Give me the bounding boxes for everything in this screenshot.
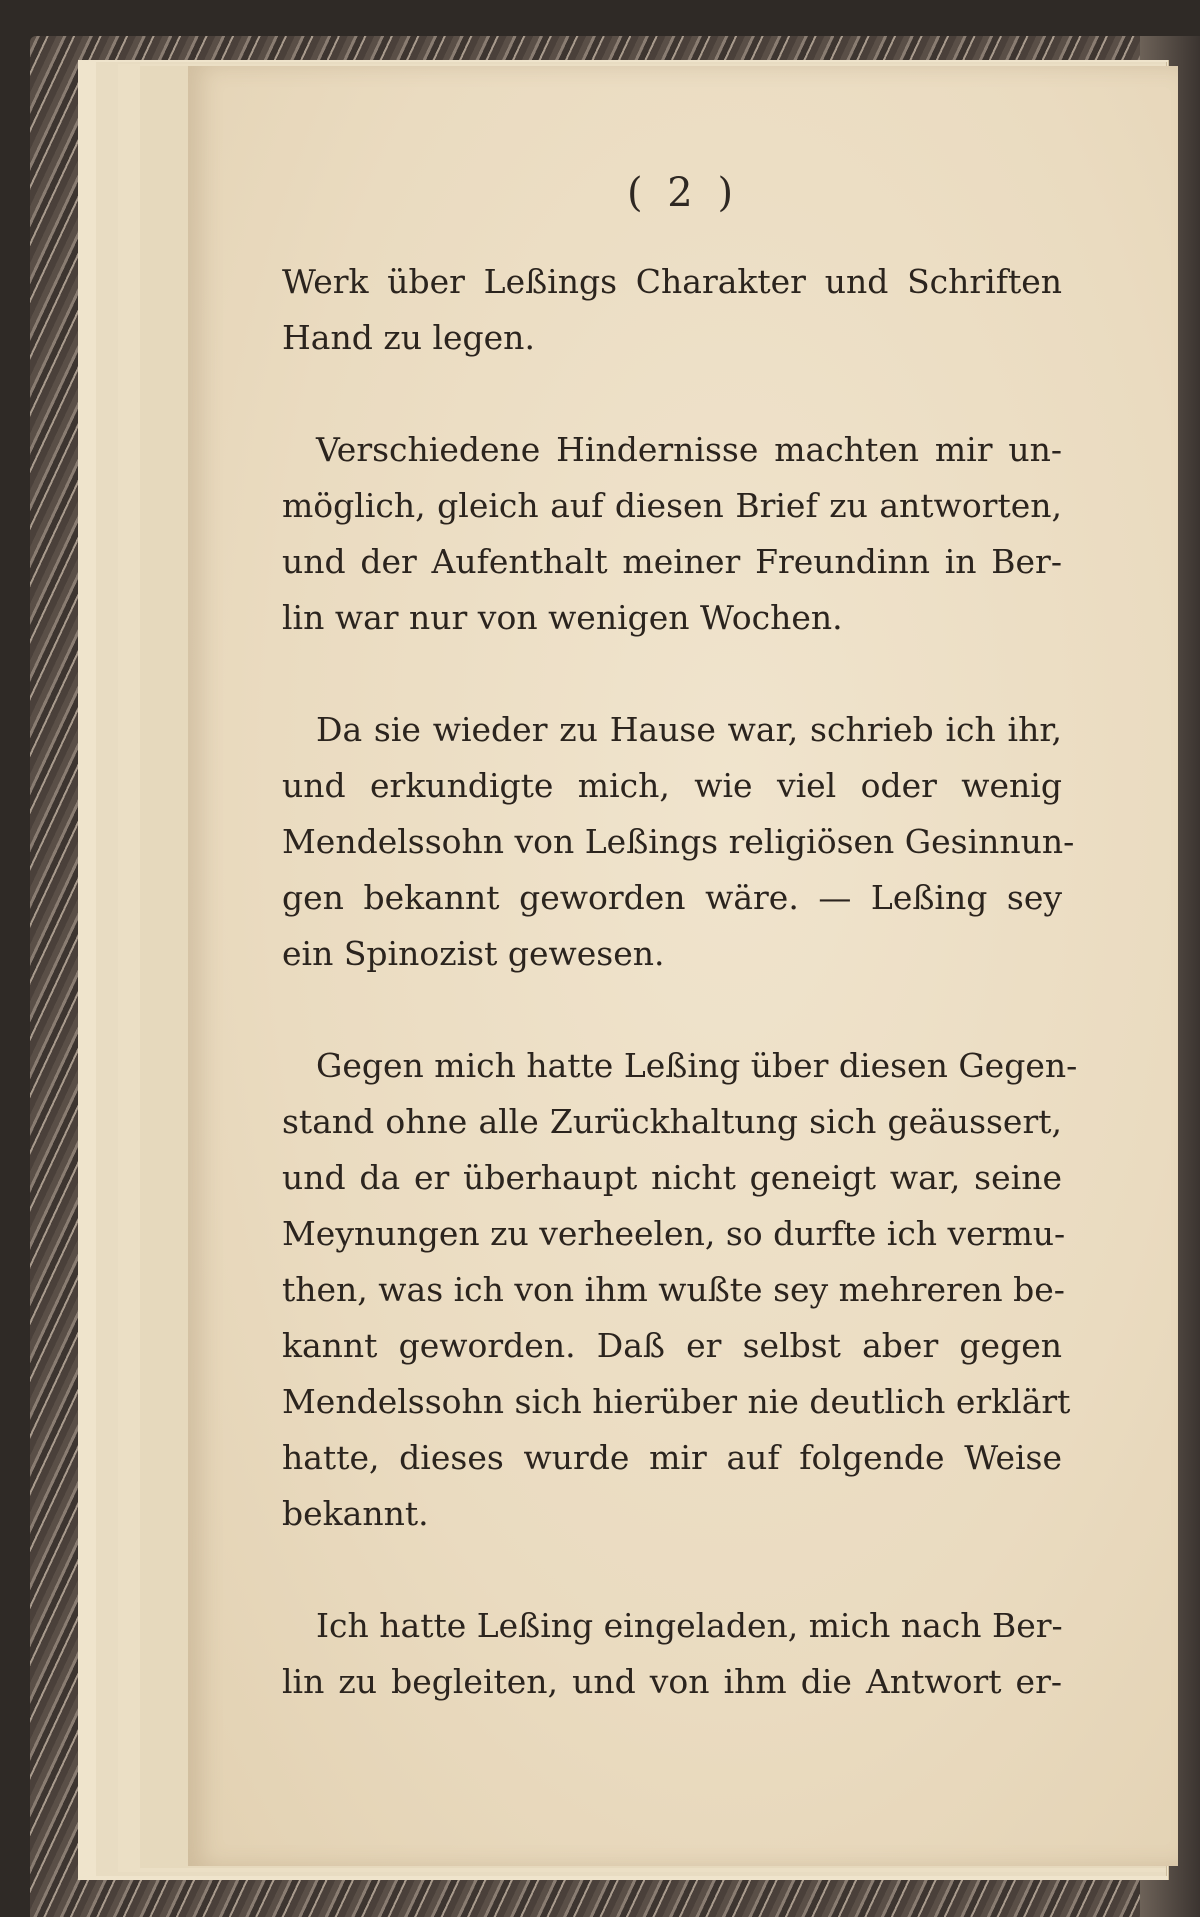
text-line: Mendelssohn von Leßings religiösen Gesinnun- xyxy=(282,822,1075,861)
text-line: und der Aufenthalt meiner Freundinn in Ber- xyxy=(282,542,1062,581)
text-line: Werk über Leßings Charakter und Schriften xyxy=(282,262,1062,301)
text-line: Hand zu legen. xyxy=(282,318,535,357)
paragraph xyxy=(282,254,1062,366)
text-line: möglich, gleich auf diesen Brief zu antworten, xyxy=(282,486,1062,525)
text-line: ein Spinozist gewesen. xyxy=(282,934,665,973)
text-line: bekannt. xyxy=(282,1494,429,1533)
paragraph xyxy=(282,422,1062,646)
text-line: kannt geworden. Daß er selbst aber gegen xyxy=(282,1326,1062,1365)
text-line: Verschiedene Hindernisse machten mir un- xyxy=(316,430,1062,469)
paragraph xyxy=(282,1038,1078,1542)
text-line: gen bekannt geworden wäre. — Leßing sey xyxy=(282,878,1062,917)
text-line: hatte, dieses wurde mir auf folgende Weise xyxy=(282,1438,1062,1477)
text-line: und erkundigte mich, wie viel oder wenig xyxy=(282,766,1062,805)
text-line: Meynungen zu verheelen, so durfte ich vermu- xyxy=(282,1214,1066,1253)
paragraph xyxy=(282,1598,1062,1710)
paragraph xyxy=(282,702,1075,982)
text-line: lin war nur von wenigen Wochen. xyxy=(282,598,843,637)
text-line: und da er überhaupt nicht geneigt war, seine xyxy=(282,1158,1062,1197)
text-line: Mendelssohn sich hierüber nie deutlich erklärt xyxy=(282,1382,1071,1421)
text-line: Gegen mich hatte Leßing über diesen Gegen- xyxy=(316,1046,1078,1085)
page-body xyxy=(282,254,1078,1766)
text-line: stand ohne alle Zurückhaltung sich geäussert, xyxy=(282,1102,1062,1141)
book-page xyxy=(188,66,1178,1866)
page-number: ( 2 ) xyxy=(626,170,740,216)
text-line: Da sie wieder zu Hause war, schrieb ich ihr, xyxy=(316,710,1062,749)
text-line: then, was ich von ihm wußte sey mehreren be- xyxy=(282,1270,1065,1309)
text-line: Ich hatte Leßing eingeladen, mich nach Ber- xyxy=(316,1606,1063,1645)
text-line: lin zu begleiten, und von ihm die Antwort er- xyxy=(282,1662,1062,1701)
